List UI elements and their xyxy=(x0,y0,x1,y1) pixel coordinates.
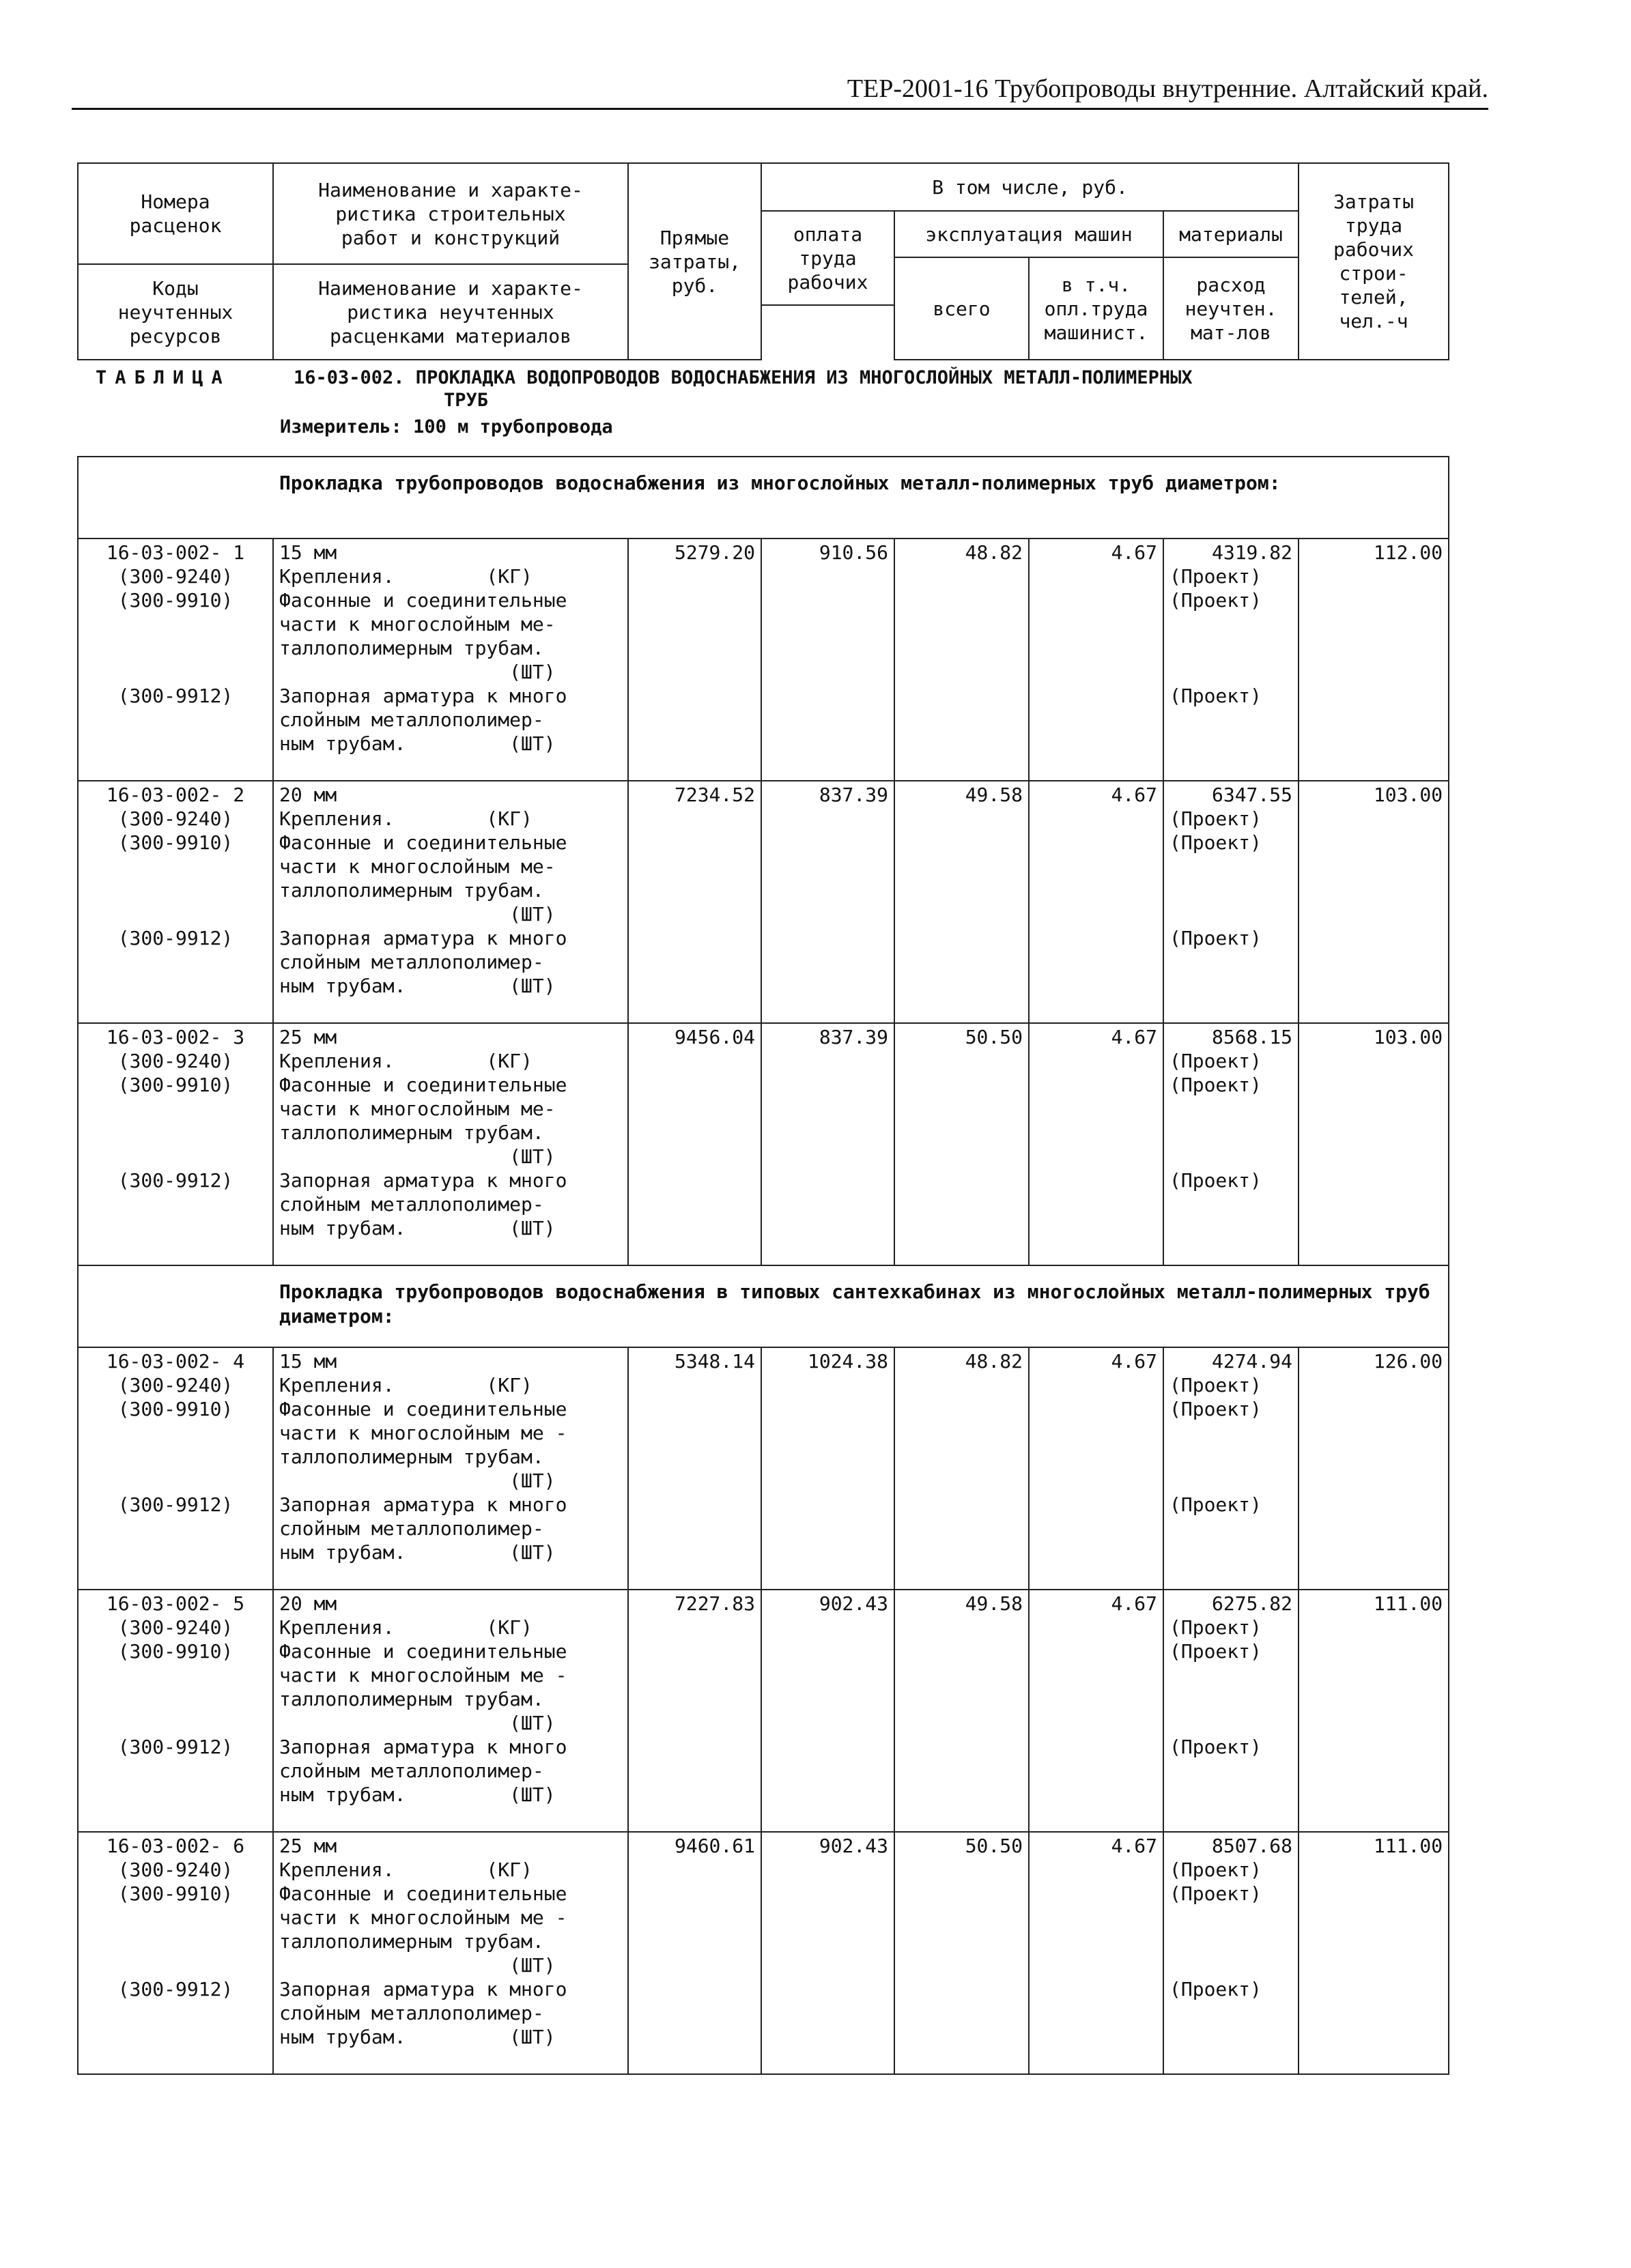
group-header-row xyxy=(78,1265,1449,1347)
machines-labor: 4.67 xyxy=(1029,781,1163,1023)
resource-fittings: Фасонные и соединительные части к многослойным ме - таллополимерным трубам. (ШТ) xyxy=(279,1398,567,1492)
resource-fittings: Фасонные и соединительные части к многослойным ме- таллополимерным трубам. (ШТ) xyxy=(279,1074,567,1168)
resource-valves: Запорная арматура к много слойным металлополимер- ным трубам. (ШТ) xyxy=(279,1493,567,1564)
labor-pay: 902.43 xyxy=(761,1590,894,1832)
direct-cost: 5279.20 xyxy=(628,539,761,781)
table-title xyxy=(96,367,1461,389)
direct-cost: 9460.61 xyxy=(628,1832,761,2074)
group-header-row xyxy=(78,457,1449,539)
hdr-including: В том числе, руб. xyxy=(761,163,1299,211)
resource-code: (300-9240) xyxy=(117,1858,233,1881)
labor-hours: 111.00 xyxy=(1299,1590,1449,1832)
resource-fastening: Крепления. (КГ) xyxy=(279,1374,533,1396)
resource-code: (300-9912) xyxy=(117,1736,233,1758)
rates-table xyxy=(77,456,1449,2075)
resource-code: (300-9910) xyxy=(117,1882,233,1905)
hdr-labor-pay: оплата труда рабочих xyxy=(761,211,894,305)
project-label: (Проект) xyxy=(1169,1050,1262,1072)
project-label: (Проект) xyxy=(1169,807,1262,830)
machines-total: 48.82 xyxy=(894,539,1029,781)
rate-name: 15 мм xyxy=(279,541,337,564)
machines-total: 49.58 xyxy=(894,1590,1029,1832)
resource-valves: Запорная арматура к много слойным металлополимер- ным трубам. (ШТ) xyxy=(279,685,567,755)
project-label: (Проект) xyxy=(1169,1858,1262,1881)
hdr-materials-sub: расход неучтен. мат-лов xyxy=(1163,257,1299,360)
project-label: (Проект) xyxy=(1169,589,1262,612)
resource-code: (300-9910) xyxy=(117,1640,233,1663)
hdr-labor-cost: Затраты труда рабочих строи- телей, чел.-ч xyxy=(1299,163,1449,360)
machines-labor: 4.67 xyxy=(1029,1347,1163,1590)
machines-labor: 4.67 xyxy=(1029,1832,1163,2074)
project-label: (Проект) xyxy=(1169,1493,1262,1516)
rate-name-cell xyxy=(273,1347,628,1590)
table-title-text: 16-03-002. ПРОКЛАДКА ВОДОПРОВОДОВ ВОДОСНАБЖЕНИЯ ИЗ МНОГОСЛОЙНЫХ МЕТАЛЛ-ПОЛИМЕРНЫХ xyxy=(294,367,1193,388)
project-label: (Проект) xyxy=(1169,1169,1262,1192)
rate-code-cell xyxy=(78,1832,273,2074)
rate-name: 15 мм xyxy=(279,1350,337,1373)
materials-value: 4274.94 xyxy=(1211,1350,1292,1373)
page-header xyxy=(72,68,1488,110)
materials-value: 4319.82 xyxy=(1211,541,1292,564)
table-row xyxy=(78,781,1449,1023)
resource-code: (300-9240) xyxy=(117,1050,233,1072)
project-label: (Проект) xyxy=(1169,1374,1262,1396)
hdr-machines-total: всего xyxy=(894,257,1029,360)
labor-pay: 902.43 xyxy=(761,1832,894,2074)
project-label: (Проект) xyxy=(1169,1736,1262,1758)
table-row xyxy=(78,1347,1449,1590)
project-label: (Проект) xyxy=(1169,1640,1262,1663)
materials-cell xyxy=(1163,781,1299,1023)
materials-value: 8568.15 xyxy=(1211,1026,1292,1048)
resource-code: (300-9910) xyxy=(117,831,233,854)
table-row xyxy=(78,1832,1449,2074)
rate-code: 16-03-002- 3 xyxy=(106,1026,245,1048)
resource-fastening: Крепления. (КГ) xyxy=(279,1858,533,1881)
hdr-machines-incl: в т.ч. опл.труда машинист. xyxy=(1029,257,1163,360)
resource-valves: Запорная арматура к много слойным металлополимер- ным трубам. (ШТ) xyxy=(279,1736,567,1806)
labor-pay: 837.39 xyxy=(761,1023,894,1265)
hdr-resource-name: Наименование и характе- ристика неучтенных расценками материалов xyxy=(273,264,628,360)
rate-code: 16-03-002- 6 xyxy=(106,1835,245,1857)
materials-cell xyxy=(1163,1023,1299,1265)
labor-hours: 112.00 xyxy=(1299,539,1449,781)
group-title: Прокладка трубопроводов водоснабжения в типовых сантехкабинах из многослойных металл-полимерных труб диаметром: xyxy=(78,1265,1449,1347)
resource-fastening: Крепления. (КГ) xyxy=(279,565,533,588)
resource-code: (300-9240) xyxy=(117,565,233,588)
machines-labor: 4.67 xyxy=(1029,1590,1163,1832)
table-label: ТАБЛИЦА xyxy=(96,367,231,388)
hdr-machines: эксплуатация машин xyxy=(894,211,1163,257)
rate-code: 16-03-002- 5 xyxy=(106,1592,245,1615)
table-row xyxy=(78,1023,1449,1265)
labor-hours: 103.00 xyxy=(1299,781,1449,1023)
rate-name-cell xyxy=(273,1023,628,1265)
resource-fittings: Фасонные и соединительные части к многослойным ме - таллополимерным трубам. (ШТ) xyxy=(279,1640,567,1734)
resource-code: (300-9912) xyxy=(117,1978,233,2000)
machines-labor: 4.67 xyxy=(1029,539,1163,781)
column-header-table xyxy=(77,162,1449,360)
project-label: (Проект) xyxy=(1169,1074,1262,1096)
rate-name: 25 мм xyxy=(279,1026,337,1048)
labor-pay: 1024.38 xyxy=(761,1347,894,1590)
resource-fittings: Фасонные и соединительные части к многослойным ме- таллополимерным трубам. (ШТ) xyxy=(279,831,567,925)
materials-cell xyxy=(1163,539,1299,781)
resource-code: (300-9910) xyxy=(117,589,233,612)
materials-cell xyxy=(1163,1347,1299,1590)
project-label: (Проект) xyxy=(1169,1398,1262,1420)
resource-code: (300-9910) xyxy=(117,1398,233,1420)
materials-value: 6347.55 xyxy=(1211,784,1292,806)
resource-fastening: Крепления. (КГ) xyxy=(279,1050,533,1072)
project-label: (Проект) xyxy=(1169,927,1262,949)
resource-fittings: Фасонные и соединительные части к многослойным ме - таллополимерным трубам. (ШТ) xyxy=(279,1882,567,1977)
rate-name: 25 мм xyxy=(279,1835,337,1857)
resource-code: (300-9240) xyxy=(117,1616,233,1639)
machines-total: 50.50 xyxy=(894,1023,1029,1265)
rate-name-cell xyxy=(273,781,628,1023)
rate-code-cell xyxy=(78,1023,273,1265)
measure-unit: Измеритель: 100 м трубопровода xyxy=(280,416,613,437)
project-label: (Проект) xyxy=(1169,1616,1262,1639)
labor-hours: 111.00 xyxy=(1299,1832,1449,2074)
group-title: Прокладка трубопроводов водоснабжения из многослойных металл-полимерных труб диаметром: xyxy=(78,457,1449,539)
machines-total: 48.82 xyxy=(894,1347,1029,1590)
rate-name: 20 мм xyxy=(279,784,337,806)
resource-valves: Запорная арматура к много слойным металлополимер- ным трубам. (ШТ) xyxy=(279,927,567,997)
machines-labor: 4.67 xyxy=(1029,1023,1163,1265)
rate-code-cell xyxy=(78,1347,273,1590)
resource-code: (300-9912) xyxy=(117,927,233,949)
labor-pay: 837.39 xyxy=(761,781,894,1023)
labor-hours: 103.00 xyxy=(1299,1023,1449,1265)
project-label: (Проект) xyxy=(1169,831,1262,854)
hdr-materials: материалы xyxy=(1163,211,1299,257)
machines-total: 50.50 xyxy=(894,1832,1029,2074)
rate-code: 16-03-002- 1 xyxy=(106,541,245,564)
resource-code: (300-9912) xyxy=(117,685,233,707)
rate-name-cell xyxy=(273,1590,628,1832)
materials-value: 6275.82 xyxy=(1211,1592,1292,1615)
rate-name-cell xyxy=(273,1832,628,2074)
resource-code: (300-9240) xyxy=(117,1374,233,1396)
resource-valves: Запорная арматура к много слойным металлополимер- ным трубам. (ШТ) xyxy=(279,1169,567,1239)
project-label: (Проект) xyxy=(1169,565,1262,588)
rate-code-cell xyxy=(78,781,273,1023)
project-label: (Проект) xyxy=(1169,685,1262,707)
resource-valves: Запорная арматура к много слойным металлополимер- ным трубам. (ШТ) xyxy=(279,1978,567,2048)
hdr-direct-costs: Прямые затраты, руб. xyxy=(628,163,761,360)
machines-total: 49.58 xyxy=(894,781,1029,1023)
rate-code-cell xyxy=(78,1590,273,1832)
materials-cell xyxy=(1163,1832,1299,2074)
direct-cost: 9456.04 xyxy=(628,1023,761,1265)
rate-code: 16-03-002- 2 xyxy=(106,784,245,806)
resource-code: (300-9910) xyxy=(117,1074,233,1096)
table-row xyxy=(78,539,1449,781)
hdr-work-name: Наименование и характе- ристика строительных работ и конструкций xyxy=(273,163,628,264)
direct-cost: 7227.83 xyxy=(628,1590,761,1832)
resource-fittings: Фасонные и соединительные части к многослойным ме- таллополимерным трубам. (ШТ) xyxy=(279,589,567,683)
resource-fastening: Крепления. (КГ) xyxy=(279,1616,533,1639)
page-header-text: ТЕР-2001-16 Трубопроводы внутренние. Алтайский край. xyxy=(847,74,1488,103)
table-row xyxy=(78,1590,1449,1832)
direct-cost: 7234.52 xyxy=(628,781,761,1023)
rate-name: 20 мм xyxy=(279,1592,337,1615)
materials-value: 8507.68 xyxy=(1211,1835,1292,1857)
table-title-cont: ТРУБ xyxy=(444,390,489,411)
rate-code: 16-03-002- 4 xyxy=(106,1350,245,1373)
rate-name-cell xyxy=(273,539,628,781)
hdr-resource-codes: Коды неучтенных ресурсов xyxy=(78,264,273,360)
resource-fastening: Крепления. (КГ) xyxy=(279,807,533,830)
project-label: (Проект) xyxy=(1169,1978,1262,2000)
resource-code: (300-9912) xyxy=(117,1169,233,1192)
labor-pay: 910.56 xyxy=(761,539,894,781)
rate-code-cell xyxy=(78,539,273,781)
materials-cell xyxy=(1163,1590,1299,1832)
project-label: (Проект) xyxy=(1169,1882,1262,1905)
resource-code: (300-9240) xyxy=(117,807,233,830)
direct-cost: 5348.14 xyxy=(628,1347,761,1590)
resource-code: (300-9912) xyxy=(117,1493,233,1516)
hdr-rate-numbers: Номера расценок xyxy=(78,163,273,264)
labor-hours: 126.00 xyxy=(1299,1347,1449,1590)
